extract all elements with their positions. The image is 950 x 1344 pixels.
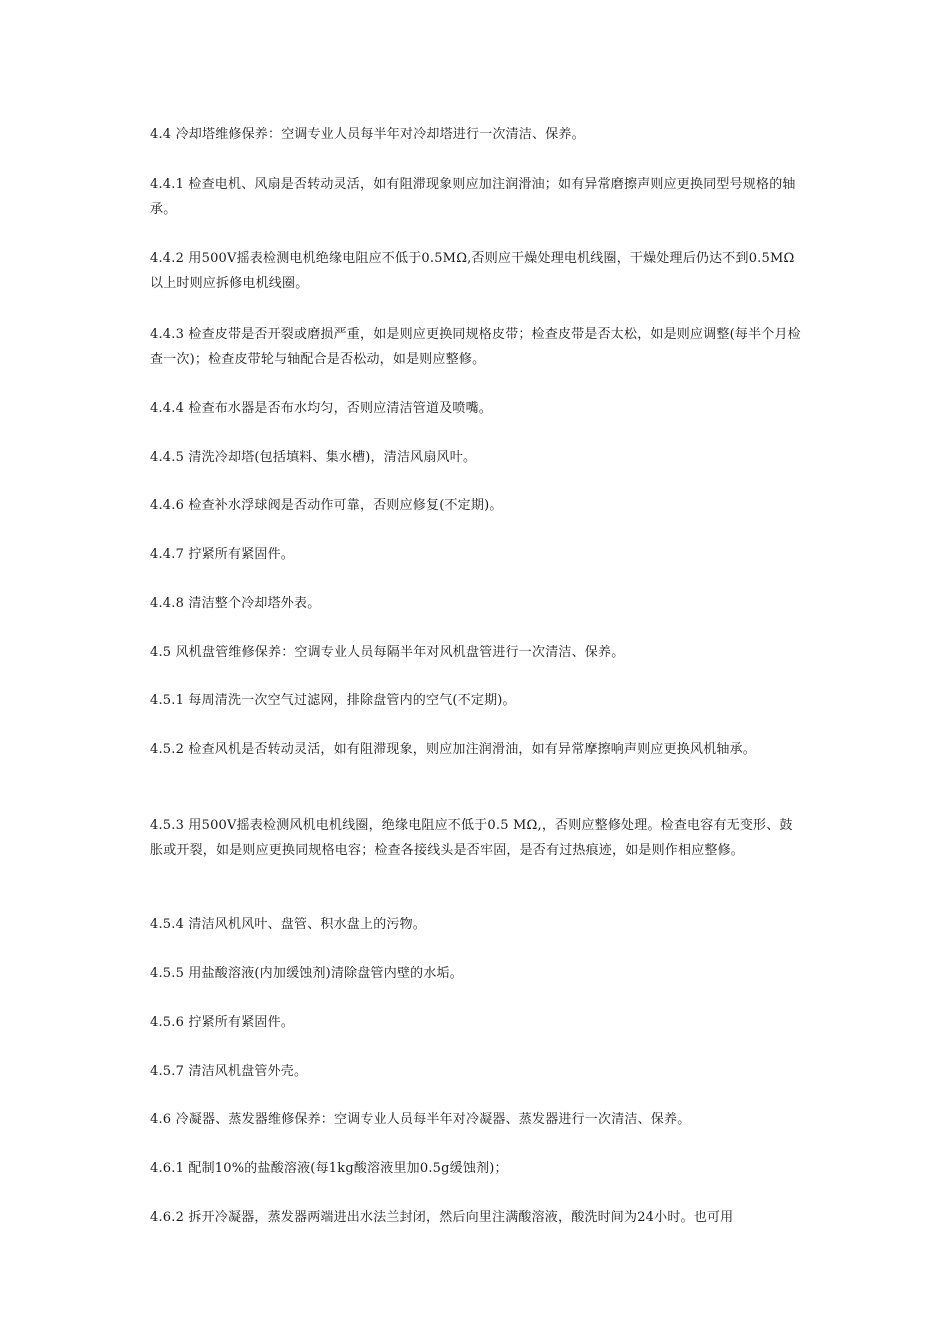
paragraph-4-6-1: 4.6.1 配制10%的盐酸溶液(每1kg酸溶液里加0.5g缓蚀剂)； [150, 1161, 508, 1176]
paragraph-4-6: 4.6 冷凝器、蒸发器维修保养：空调专业人员每半年对冷凝器、蒸发器进行一次清洁、保养。 [150, 1112, 691, 1127]
paragraph-4-4-2: 4.4.2 用500V摇表检测电机绝缘电阻应不低于0.5MΩ,否则应干燥处理电机线圈，干燥处理后仍达不到0.5MΩ以上时则应拆修电机线圈。 [150, 251, 795, 291]
paragraph-4-4-7: 4.4.7 拧紧所有紧固件。 [150, 547, 295, 562]
paragraph-4-5: 4.5 风机盘管维修保养：空调专业人员每隔半年对风机盘管进行一次清洁、保养。 [150, 645, 625, 660]
paragraph-4-4-5: 4.4.5 清洗冷却塔(包括填料、集水槽)，清洁风扇风叶。 [150, 450, 477, 465]
paragraph-4-4-3: 4.4.3 检查皮带是否开裂或磨损严重，如是则应更换同规格皮带；检查皮带是否太松，如是则应调整(每半个月检查一次)；检查皮带轮与轴配合是否松动，如是则应整修。 [150, 327, 801, 367]
paragraph-4-5-1: 4.5.1 每周清洗一次空气过滤网，排除盘管内的空气(不定期)。 [150, 693, 516, 708]
paragraph-4-5-6: 4.5.6 拧紧所有紧固件。 [150, 1015, 295, 1030]
paragraph-4-5-5: 4.5.5 用盐酸溶液(内加缓蚀剂)清除盘管内壁的水垢。 [150, 966, 463, 981]
paragraph-4-5-7: 4.5.7 清洁风机盘管外壳。 [150, 1064, 308, 1079]
paragraph-4-4-8: 4.4.8 清洁整个冷却塔外表。 [150, 596, 321, 611]
paragraph-4-5-3: 4.5.3 用500V摇表检测风机电机线圈，绝缘电阻应不低于0.5 MΩ,，否则应整修处理。检查电容有无变形、鼓胀或开裂，如是则应更换同规格电容；检查各接线头是否牢固，是否有过热痕迹，如是则作相应整修。 [150, 818, 793, 858]
paragraph-4-6-2: 4.6.2 拆开冷凝器，蒸发器两端进出水法兰封闭，然后向里注满酸溶液，酸洗时间为24小时。也可用 [150, 1210, 734, 1225]
paragraph-4-4-4: 4.4.4 检查布水器是否布水均匀，否则应清洁管道及喷嘴。 [150, 401, 493, 416]
paragraph-4-4-1: 4.4.1 检查电机、风扇是否转动灵活，如有阻滞现象则应加注润滑油；如有异常磨擦声则应更换同型号规格的轴承。 [150, 177, 796, 217]
paragraph-4-5-4: 4.5.4 清洁风机风叶、盘管、积水盘上的污物。 [150, 917, 427, 932]
paragraph-4-4: 4.4 冷却塔维修保养：空调专业人员每半年对冷却塔进行一次清洁、保养。 [150, 127, 585, 142]
paragraph-4-4-6: 4.4.6 检查补水浮球阀是否动作可靠，否则应修复(不定期)。 [150, 498, 503, 513]
paragraph-4-5-2: 4.5.2 检查风机是否转动灵活，如有阻滞现象，则应加注润滑油，如有异常摩擦响声则应更换风机轴承。 [150, 742, 757, 757]
